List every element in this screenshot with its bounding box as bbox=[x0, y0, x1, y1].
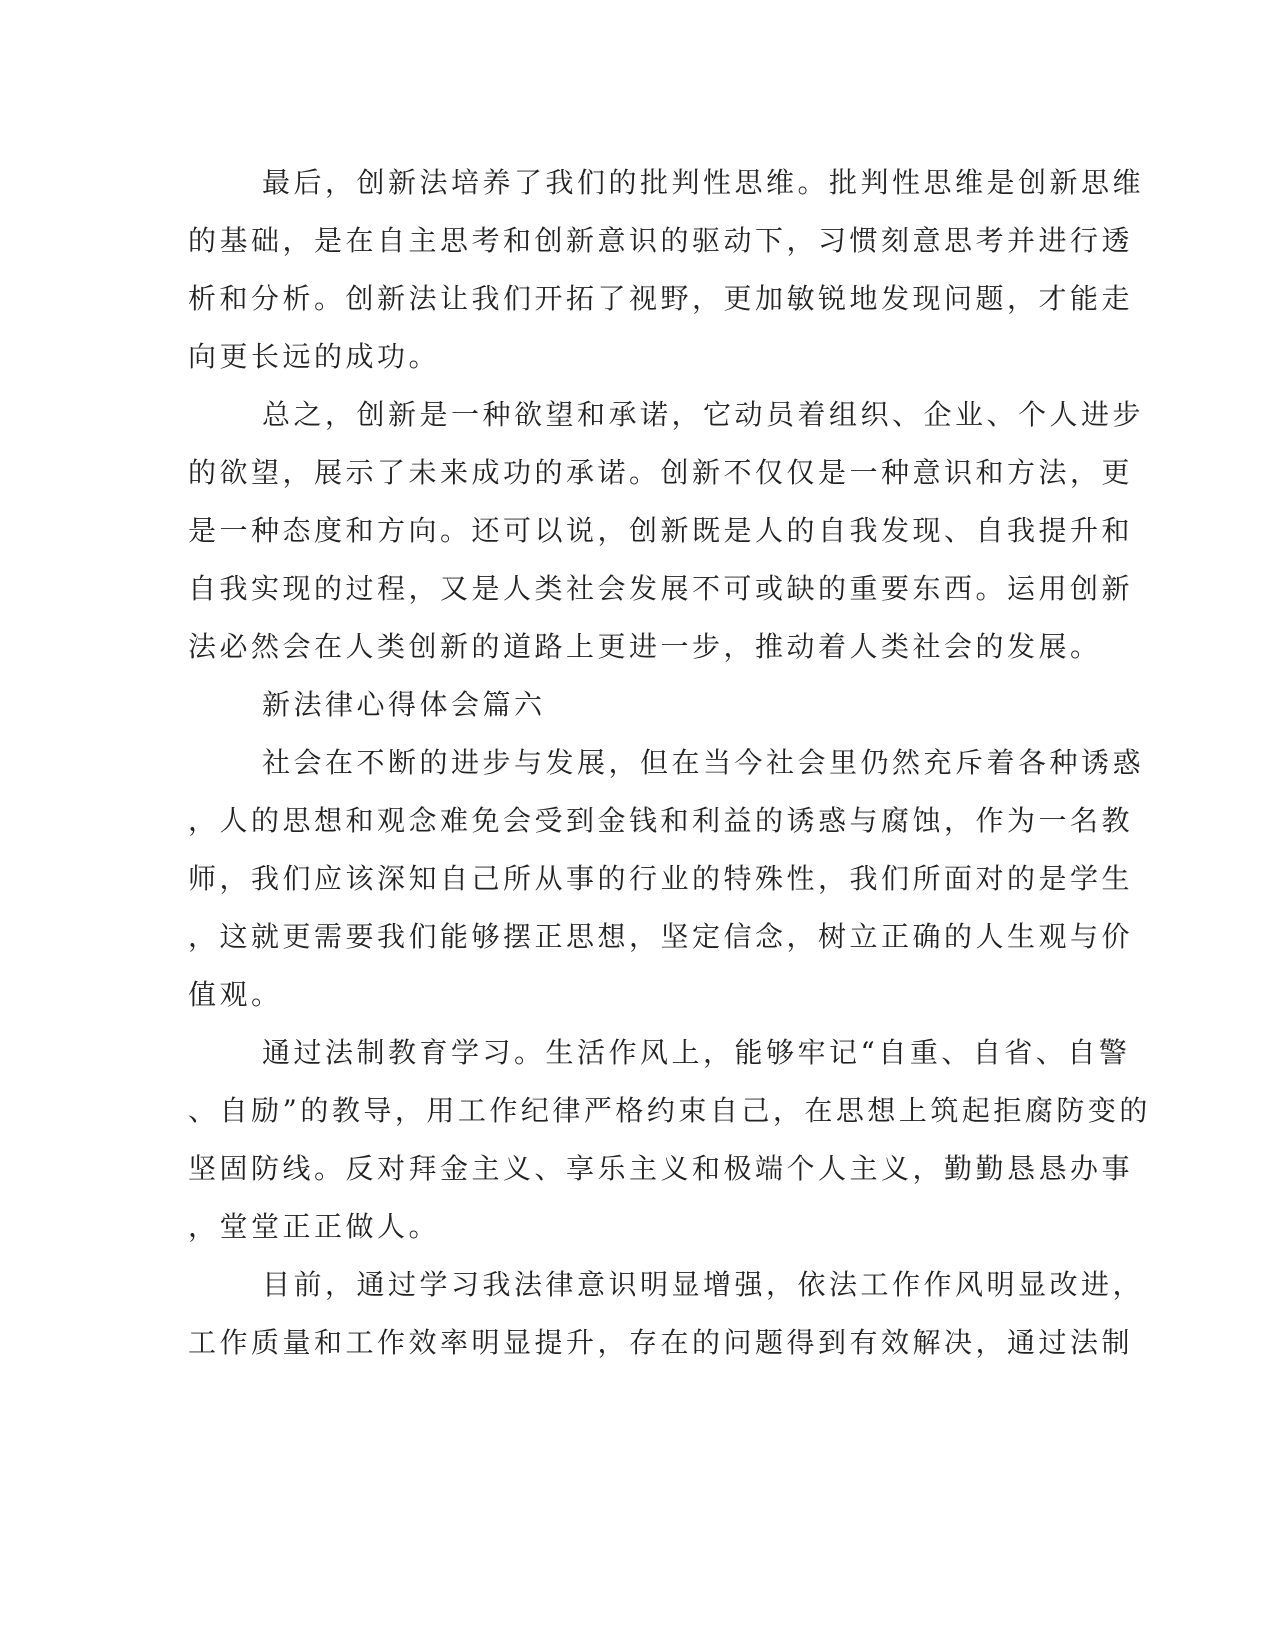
section-heading: 新法律心得体会篇六 bbox=[262, 688, 546, 721]
text-line: 的欲望，展示了未来成功的承诺。创新不仅仅是一种意识和方法，更 bbox=[188, 456, 1134, 489]
text-line: 的基础，是在自主思考和创新意识的驱动下，习惯刻意思考并进行透 bbox=[188, 224, 1134, 257]
text-line: 坚固防线。反对拜金主义、享乐主义和极端个人主义，勤勤恳恳办事 bbox=[188, 1152, 1134, 1185]
text-line: ，人的思想和观念难免会受到金钱和利益的诱惑与腐蚀，作为一名教 bbox=[188, 804, 1134, 837]
text-line: 值观。 bbox=[188, 978, 283, 1011]
text-line: 是一种态度和方向。还可以说，创新既是人的自我发现、自我提升和 bbox=[188, 514, 1134, 547]
text-line: 社会在不断的进步与发展，但在当今社会里仍然充斥着各种诱惑 bbox=[262, 746, 1145, 779]
text-line: 、自励”的教导，用工作纪律严格约束自己，在思想上筑起拒腐防变的 bbox=[188, 1094, 1151, 1127]
text-line: 析和分析。创新法让我们开拓了视野，更加敏锐地发现问题，才能走 bbox=[188, 282, 1134, 315]
text-line: 师，我们应该深知自己所从事的行业的特殊性，我们所面对的是学生 bbox=[188, 862, 1134, 895]
text-line: 最后，创新法培养了我们的批判性思维。批判性思维是创新思维 bbox=[262, 166, 1145, 199]
text-line: 通过法制教育学习。生活作风上，能够牢记“自重、自省、自警 bbox=[262, 1036, 1131, 1069]
text-line: 目前，通过学习我法律意识明显增强，依法工作作风明显改进， bbox=[262, 1268, 1145, 1301]
text-line: ，这就更需要我们能够摆正思想，坚定信念，树立正确的人生观与价 bbox=[188, 920, 1134, 953]
text-line: ，堂堂正正做人。 bbox=[188, 1210, 441, 1243]
text-line: 自我实现的过程，又是人类社会发展不可或缺的重要东西。运用创新 bbox=[188, 572, 1134, 605]
text-line: 工作质量和工作效率明显提升，存在的问题得到有效解决，通过法制 bbox=[188, 1326, 1134, 1359]
text-line: 法必然会在人类创新的道路上更进一步，推动着人类社会的发展。 bbox=[188, 630, 1102, 663]
text-line: 总之，创新是一种欲望和承诺，它动员着组织、企业、个人进步 bbox=[262, 398, 1145, 431]
text-line: 向更长远的成功。 bbox=[188, 340, 441, 373]
